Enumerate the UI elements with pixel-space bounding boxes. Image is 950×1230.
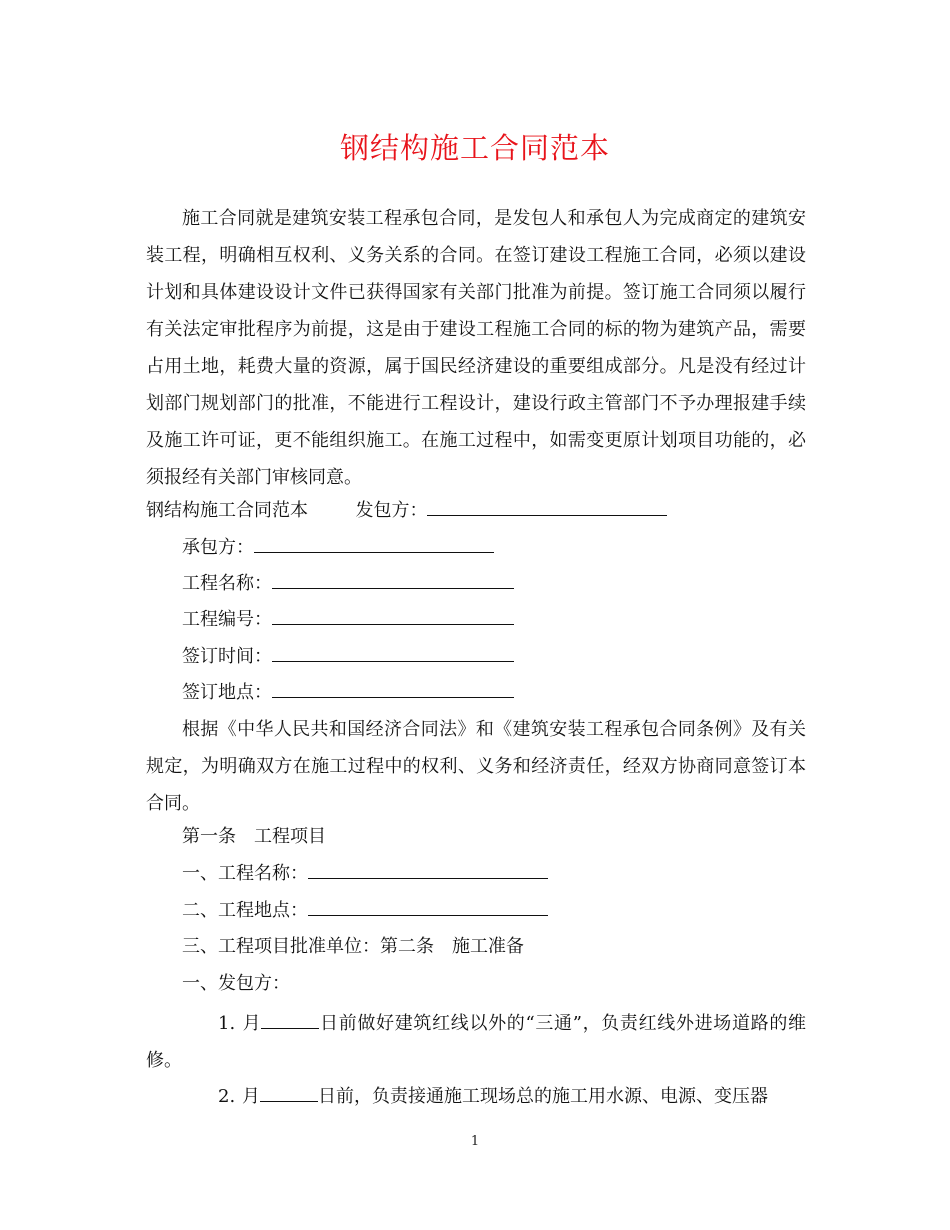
list-item-1-month: 月: [242, 1013, 262, 1034]
project-name-row: [182, 570, 862, 598]
project-no-row: [182, 606, 862, 634]
list-item-2-blank: [260, 1087, 318, 1102]
page-number: 1: [470, 1134, 480, 1149]
sign-place-row: [182, 679, 862, 707]
employer-row: [146, 497, 826, 525]
item-project-name-label: 一、工程名称：: [182, 863, 308, 884]
employer-blank: [427, 501, 667, 516]
list-item-2-number: 2.: [218, 1086, 236, 1107]
list-item-2-month: 月: [242, 1086, 260, 1107]
list-item-1-number: 1.: [218, 1013, 236, 1034]
item-project-place-label: 二、工程地点：: [182, 900, 308, 921]
sign-time-label: 签订时间：: [182, 646, 272, 667]
header-title: 钢结构施工合同范本: [146, 500, 308, 521]
employer-label: 发包方：: [355, 500, 428, 521]
project-name-label: 工程名称：: [182, 573, 272, 594]
basis-paragraph: 根据《中华人民共和国经济合同法》和《建筑安装工程承包合同条例》及有关规定，为明确双方在施工过程中的权利、义务和经济责任，经双方协商同意签订本合同。: [146, 719, 806, 814]
item-project-name-row: [182, 860, 862, 888]
list-item-2-text: 日前，负责接通施工现场总的施工用水源、电源、变压器: [318, 1086, 768, 1107]
project-no-label: 工程编号：: [182, 609, 272, 630]
sign-place-label: 签订地点：: [182, 682, 272, 703]
sign-time-row: [182, 643, 862, 671]
employer-section-heading: 一、发包方：: [182, 973, 290, 994]
article-1-heading: 第一条 工程项目: [182, 826, 326, 847]
document-title: 钢结构施工合同范本: [339, 131, 610, 165]
item-project-place-row: [182, 897, 862, 925]
list-item-1-blank: [261, 1014, 319, 1029]
project-no-blank: [272, 610, 514, 625]
list-item-1: [146, 1005, 806, 1079]
sign-time-blank: [272, 647, 514, 662]
sign-place-blank: [272, 683, 514, 698]
contractor-label: 承包方：: [182, 537, 254, 558]
item-approval-row: 三、工程项目批准单位：第二条 施工准备: [182, 936, 524, 957]
contractor-row: [182, 534, 862, 562]
list-item-2: [146, 1078, 806, 1115]
contractor-blank: [254, 538, 494, 553]
item-project-place-blank: [308, 901, 548, 916]
intro-paragraph: 施工合同就是建筑安装工程承包合同，是发包人和承包人为完成商定的建筑安装工程，明确相互权利、义务关系的合同。在签订建设工程施工合同，必须以建设计划和具体建设设计文件已获得国家有关部门批准为前提。签订施工合同须以履行有关法定审批程序为前提，这是由于建设工程施工合同的标的物为建筑产品，需要占用土地，耗费大量的资源，属于国民经济建设的重要组成部分。凡是没有经过计划部门规划部门的批准，不能进行工程设计，建设行政主管部门不予办理报建手续及施工许可证，更不能组织施工。在施工过程中，如需变更原计划项目功能的，必须报经有关部门审核同意。: [146, 208, 806, 488]
project-name-blank: [272, 574, 514, 589]
list-item-1-text: 日前做好建筑红线以外的“三通”，负责红线外进场道路的维修。: [146, 1013, 807, 1071]
item-project-name-blank: [308, 864, 548, 879]
